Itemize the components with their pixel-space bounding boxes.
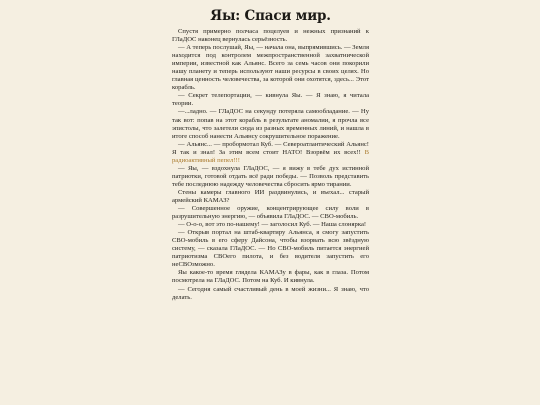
paragraph-text: — Открыв портал на штаб-квартиру Альянса, я смогу запустить СВО-мобиль в его сферу Дайсона, чтобы взорвать всю звёздную систему, — сказала ГЛаДОС. — Но СВО-мобиль питается энергией патриотизма СВОего пилота, и без водителя запустить его неСВОзможно. [172, 229, 369, 269]
paragraph-text: — О-о-о, вот это по-нашему! — заголосил Куб. — Наша слонярка! [178, 221, 367, 229]
paragraph-text: — Совершенное оружие, концентрирующее силу воли в разрушительную энергию, — объявила ГЛаДОС. — СВО-мобиль. [172, 205, 369, 221]
paragraph-text: Спустя примерно полчаса поцелуев и нежных признаний к ГЛаДОС наконец вернулась серьёзность. [172, 28, 369, 44]
paragraph [172, 44, 369, 92]
paragraph [172, 205, 369, 221]
paragraph [172, 269, 369, 285]
paragraph [172, 221, 369, 229]
paragraph-text: — Секрет телепортации, — кивнула Яы. — Я знаю, я читала теории. [172, 92, 369, 108]
paragraph-text: — А теперь послушай, Яы, — начала она, выпрямившись. — Земля находится под контролем межпространственной захватнической империи, известной как Альянс. Всего за семь часов они покорили нашу планету и теперь используют наши ресурсы в своих целях. Но главная ценность человечества, за которой они охотятся, здесь... Этот корабль. [172, 44, 369, 92]
document [172, 8, 369, 302]
paragraph [172, 229, 369, 269]
document-body [172, 28, 369, 302]
paragraph [172, 108, 369, 140]
paragraph-text: Яы какое-то время глядела КАМАЗу в фары, как в глаза. Потом посмотрела на ГЛаДОС. Потом на Куб. И кивнула. [172, 269, 369, 285]
paragraph [172, 189, 369, 205]
paragraph-text: Стены камеры главного ИИ раздвинулись, и въехал... старый армейский КАМАЗ? [172, 188, 369, 204]
paragraph [172, 92, 369, 108]
paragraph [172, 28, 369, 44]
paragraph-text: — Сегодня самый счастливый день в моей жизни... Я знаю, что делать. [172, 285, 369, 301]
document-title: Яы: Спаси мир. [210, 8, 331, 24]
paragraph [172, 286, 369, 302]
paragraph-text: — Альянс... — пробормотал Куб. — Североатлантический Альянс! Я так и знал! За этим всем стоит НАТО! Взорвём их всех!! [172, 140, 369, 156]
paragraph-text: —...ладно. — ГЛаДОС на секунду потеряла самообладание. — Ну так вот: попав на этот корабль в результате аномалии, я прочла все эпистолы, что залетели сюда из разных временных линий, и нашла в итоге способ нанести Альянсу сокрушительное поражение. [172, 108, 369, 140]
highlighted-text: В радиоактивный пепел!!! [172, 148, 369, 164]
paragraph-text: — Яы, — вздохнула ГЛаДОС, — я вижу в тебе дух истинной патриотки, готовой отдать всё ради победы. — Позволь представить тебе последнюю надежду человечества сбросить ярмо тирании. [172, 164, 369, 188]
paragraph [172, 141, 369, 165]
paragraph [172, 165, 369, 189]
